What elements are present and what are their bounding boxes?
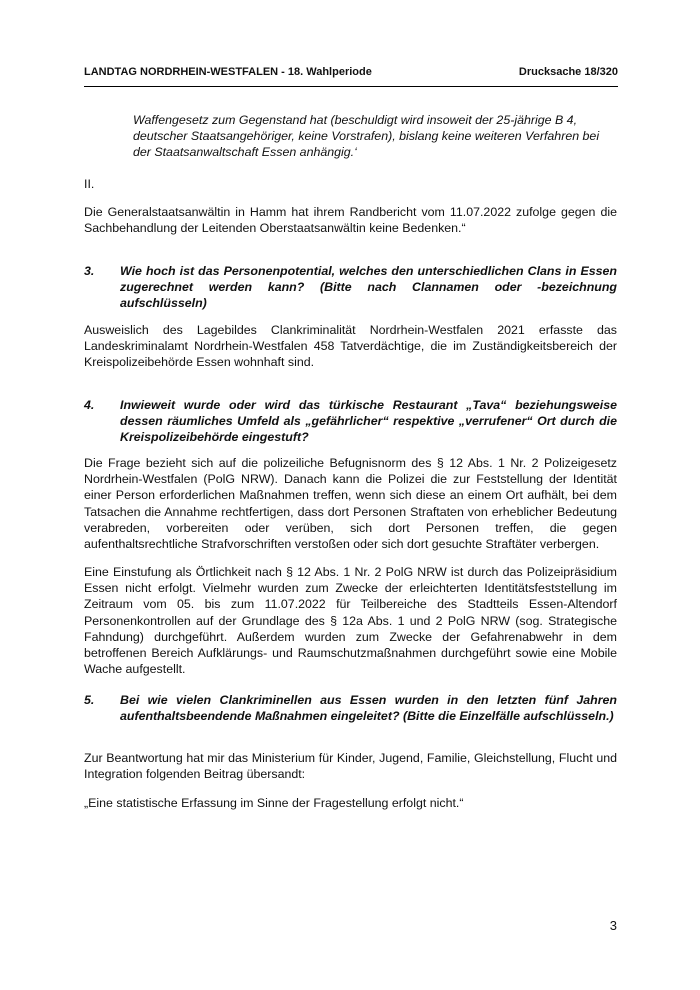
answer-4-paragraph-2: Eine Einstufung als Örtlichkeit nach § 12 Abs. 1 Nr. 2 PolG NRW ist durch das Polizeipräsidium Essen nicht erfolgt. Vielmehr wurden zum Zwecke der erleichterten Identitätsfeststellung im Zeitraum vom 05. bis zum 11.07.2022 für Teilbereiche des Stadtteils Essen-Altendorf Personenkontrollen auf der Grundlage des § 12a Abs. 1 und 2 PolG NRW (sog. Strategische Fahndung) durchgeführt. Außerdem wurden zum Zwecke der Gefahrenabwehr in dem betroffenen Bereich Aufklärungs- und Raumschutzmaßnahmen durchgeführt sowie eine Mobile Wache aufgestellt.	[84, 565, 617, 677]
question-text: Inwieweit wurde oder wird das türkische Restaurant „Tava“ beziehungsweise dessen räumliches Umfeld als „gefährlicher“ respektive „verrufener“ Ort durch die Kreispolizeibehörde eingestuft?	[120, 398, 617, 445]
answer-5-paragraph-2: „Eine statistische Erfassung im Sinne der Fragestellung erfolgt nicht.“	[84, 796, 464, 810]
question-number: 4.	[84, 398, 95, 412]
header-title: LANDTAG NORDRHEIN-WESTFALEN - 18. Wahlperiode	[84, 66, 372, 78]
question-4	[84, 397, 617, 446]
page-number: 3	[609, 918, 617, 933]
question-3	[84, 263, 617, 312]
page-header	[84, 66, 618, 84]
generalstaatsanwaeltin-paragraph: Die Generalstaatsanwältin in Hamm hat ihrem Randbericht vom 11.07.2022 zufolge gegen die Sachbehandlung der Leitenden Oberstaatsanwältin keine Bedenken.“	[84, 205, 617, 236]
question-number: 5.	[84, 693, 95, 707]
answer-4-paragraph-1: Die Frage bezieht sich auf die polizeiliche Befugnisnorm des § 12 Abs. 1 Nr. 2 Polizeigesetz Nordrhein-Westfalen (PolG NRW). Danach kann die Polizei die zur Feststellung der Identität einer Person erforderlichen Maßnahmen treffen, wenn sich diese an einem Ort aufhält, bei dem Tatsachen die Annahme rechtfertigen, dass dort Personen Straftaten von erheblicher Bedeutung verabreden, vorbereiten oder verüben, sich dort Personen treffen, die gegen aufenthaltsrechtliche Strafvorschriften verstoßen oder sich dort gesuchte Straftäter verbergen.	[84, 456, 617, 552]
question-5	[84, 692, 617, 724]
question-text: Wie hoch ist das Personenpotential, welches den unterschiedlichen Clans in Essen zugerechnet werden kann? (Bitte nach Clannamen oder -bezeichnung aufschlüsseln)	[120, 264, 617, 311]
quote-continuation: Waffengesetz zum Gegenstand hat (beschuldigt wird insoweit der 25-jährige B 4, deutscher Staatsangehöriger, keine Vorstrafen), bislang keine weiteren Verfahren bei der Staatsanwaltschaft Essen anhängig.‘	[133, 113, 600, 160]
answer-3: Ausweislich des Lagebildes Clankriminalität Nordrhein-Westfalen 2021 erfasste das Landeskriminalamt Nordrhein-Westfalen 458 Tatverdächtige, die im Zuständigkeitsbereich der Kreispolizeibehörde Essen wohnhaft sind.	[84, 323, 617, 370]
answer-5-paragraph-1: Zur Beantwortung hat mir das Ministerium für Kinder, Jugend, Familie, Gleichstellung, Flucht und Integration folgenden Beitrag übersandt:	[84, 751, 617, 782]
question-number: 3.	[84, 264, 95, 278]
header-drucksache: Drucksache 18/320	[518, 66, 618, 78]
header-rule	[84, 86, 618, 87]
section-roman-numeral: II.	[84, 177, 95, 191]
question-text: Bei wie vielen Clankriminellen aus Essen wurden in den letzten fünf Jahren aufenthaltsbeendende Maßnahmen eingeleitet? (Bitte die Einzelfälle aufschlüsseln.)	[120, 693, 617, 724]
